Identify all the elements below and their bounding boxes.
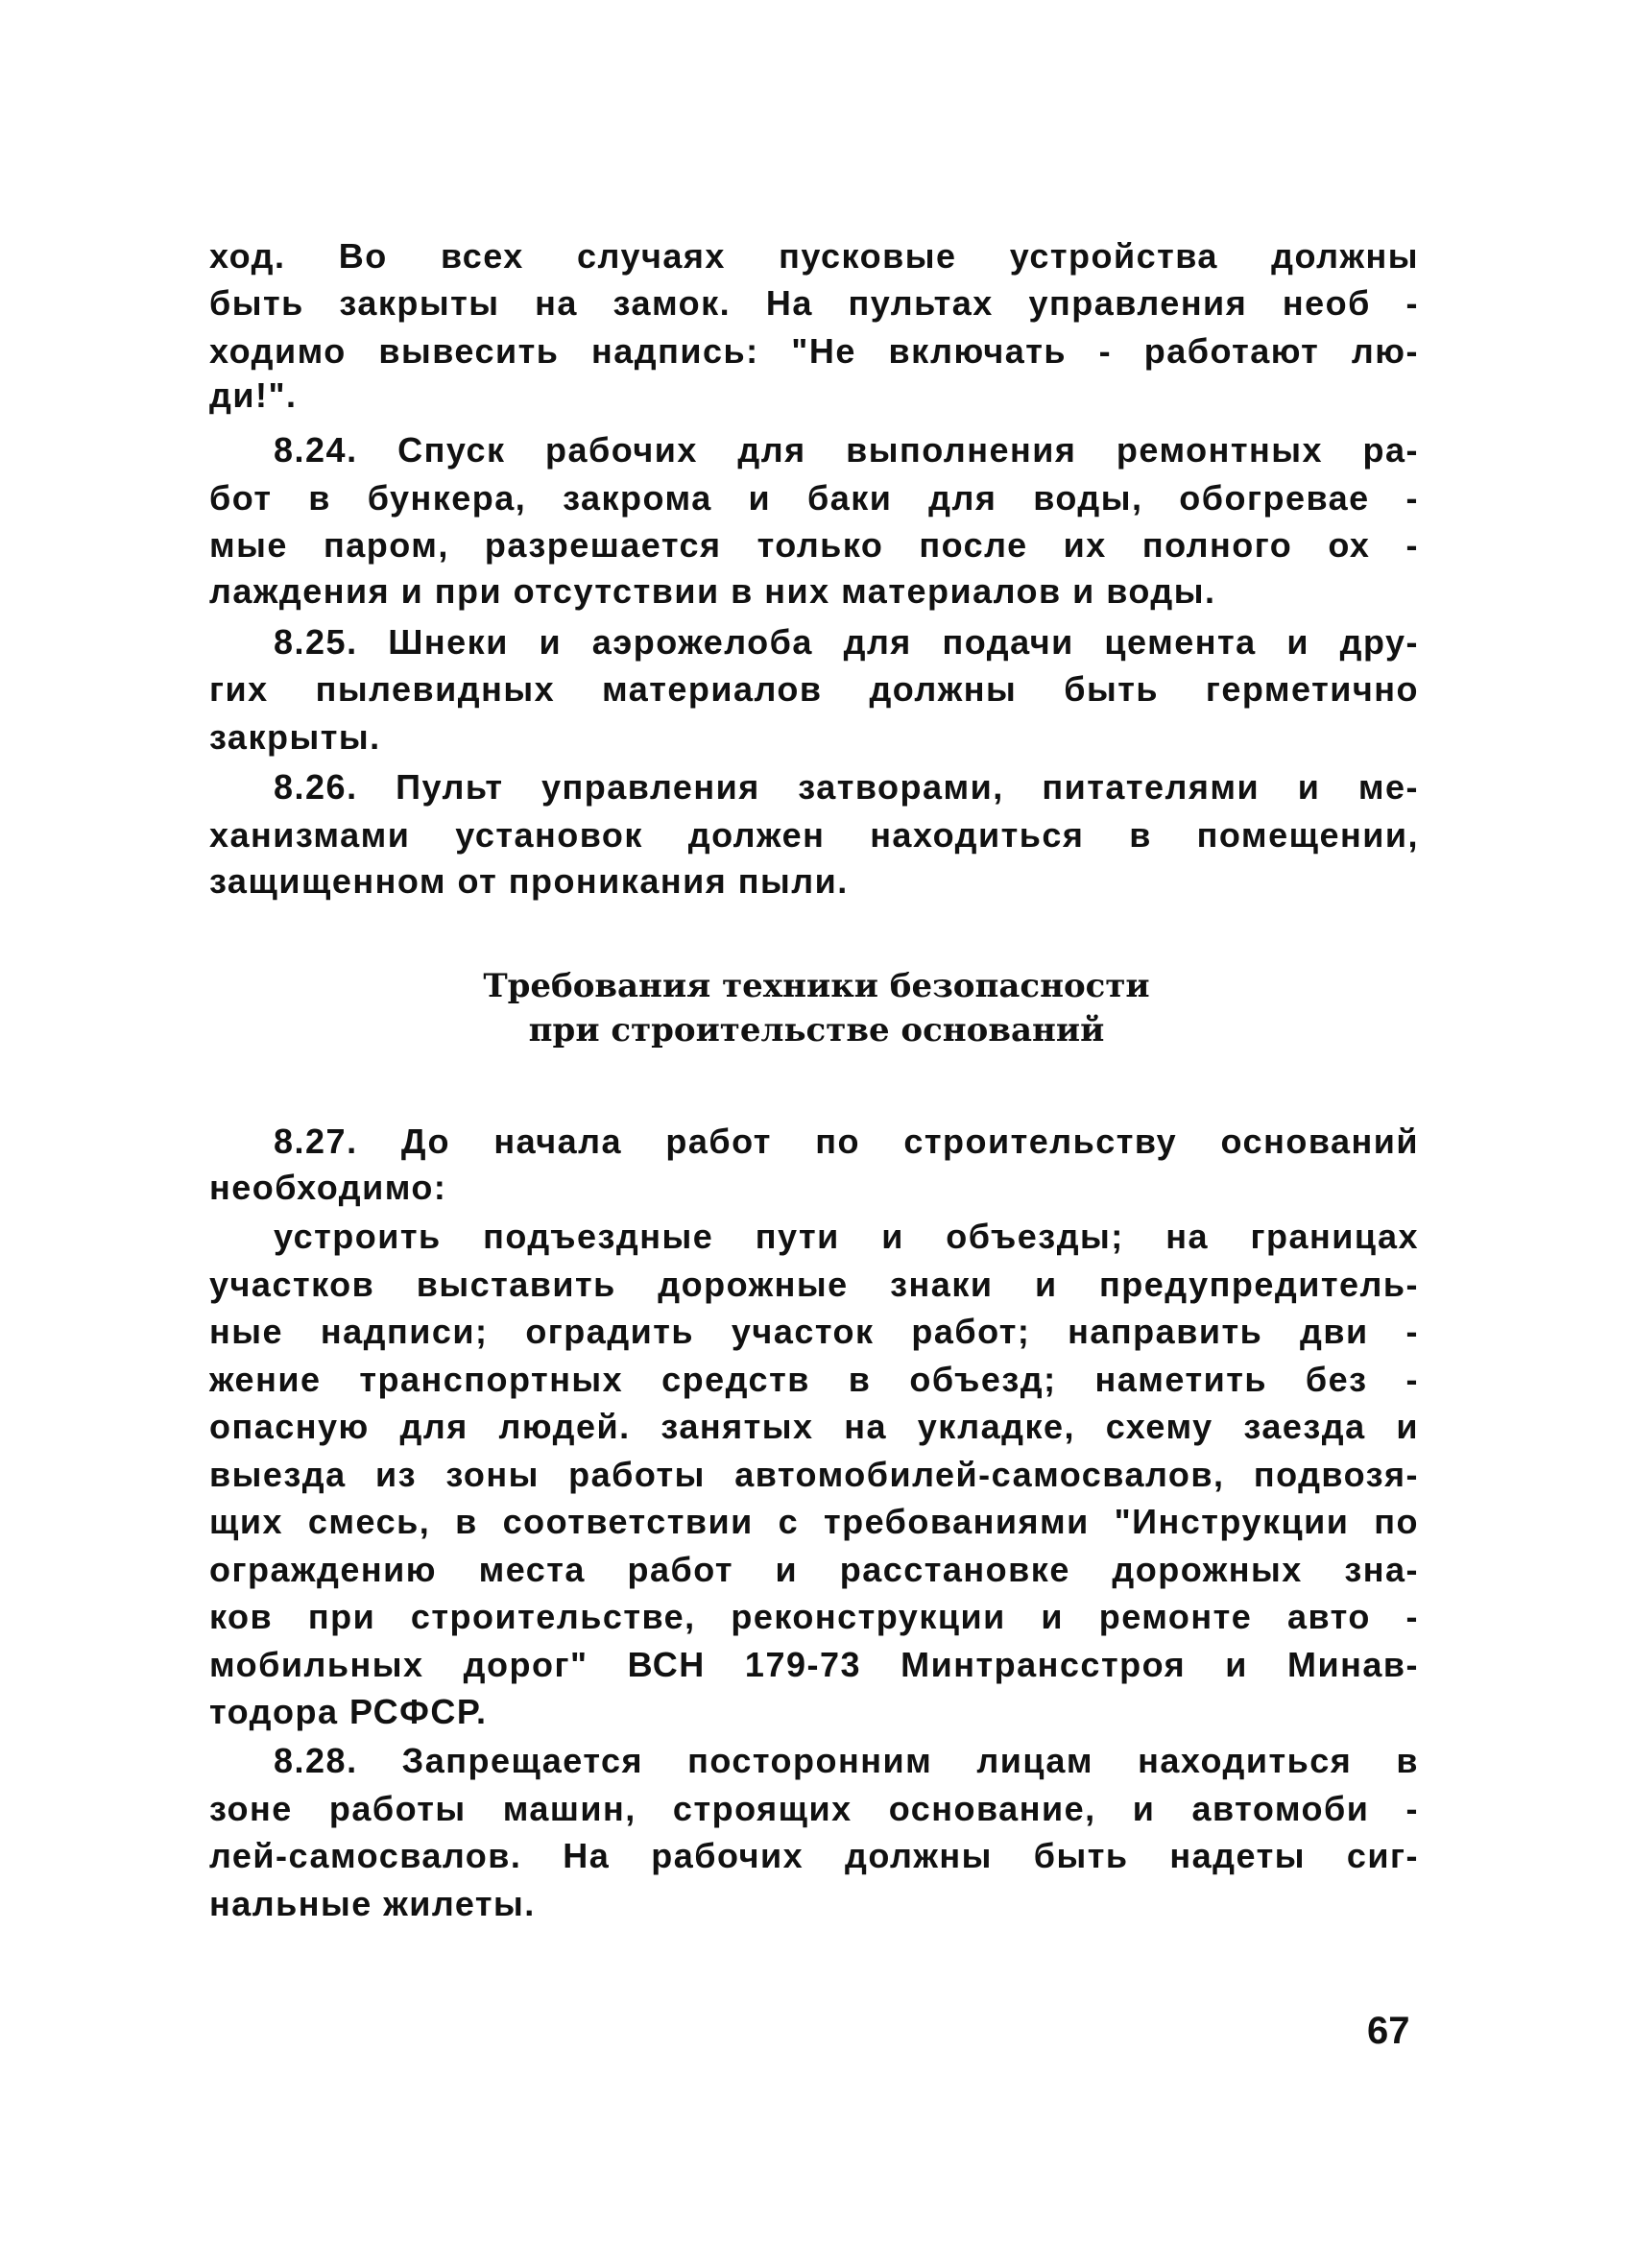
section-heading-line-1: Требования техники безопасности (483, 967, 1150, 1005)
paragraph-8-26-line: защищенном от проникания пыли. (209, 861, 849, 901)
paragraph-8-27-list-line: жение транспортных средств в объезд; наметить без - (209, 1360, 1419, 1399)
paragraph-8-27-list-line: опасную для людей. занятых на укладке, схему заезда и (209, 1407, 1419, 1446)
section-heading-line-2: при строительстве оснований (528, 1011, 1105, 1050)
paragraph-8-24-line: 8.24. Спуск рабочих для выполнения ремонтных ра- (274, 430, 1419, 470)
paragraph-8-23-end-line: быть закрыты на замок. На пультах управления необ - (209, 283, 1419, 323)
paragraph-8-25-line: закрыты. (209, 717, 381, 757)
paragraph-8-27-list-line: ные надписи; оградить участок работ; направить дви - (209, 1312, 1419, 1351)
paragraph-8-27-list-line: устроить подъездные пути и объезды; на границах (274, 1217, 1419, 1256)
paragraph-8-28-line: 8.28. Запрещается посторонним лицам находиться в (274, 1741, 1419, 1780)
paragraph-8-27-list-line: мобильных дорог" ВСН 179-73 Минтрансстроя и Минав- (209, 1645, 1419, 1684)
paragraph-8-23-end-line: ходимо вывесить надпись: "Не включать - работают лю- (209, 331, 1419, 371)
paragraph-8-25-line: гих пылевидных материалов должны быть герметично (209, 669, 1419, 709)
paragraph-8-28-line: лей-самосвалов. На рабочих должны быть надеты сиг- (209, 1836, 1419, 1875)
paragraph-8-24-line: мые паром, разрешается только после их полного ох - (209, 525, 1419, 565)
page-number: 67 (1367, 2010, 1410, 2052)
paragraph-8-24-line: лаждения и при отсутствии в них материалов и воды. (209, 571, 1216, 611)
paragraph-8-28-line: нальные жилеты. (209, 1884, 536, 1923)
paragraph-8-27-list-line: тодора РСФСР. (209, 1692, 488, 1731)
paragraph-8-23-end-line: ход. Во всех случаях пусковые устройства должны (209, 236, 1419, 276)
paragraph-8-27-list-line: щих смесь, в соответствии с требованиями "Инструкции по (209, 1502, 1419, 1541)
paragraph-8-26-line: 8.26. Пульт управления затворами, питателями и ме- (274, 767, 1419, 807)
paragraph-8-28-line: зоне работы машин, строящих основание, и автомоби - (209, 1789, 1419, 1828)
paragraph-8-25-line: 8.25. Шнеки и аэрожелоба для подачи цемента и дру- (274, 622, 1419, 662)
paragraph-8-27-list-line: ограждению места работ и расстановке дорожных зна- (209, 1550, 1419, 1589)
paragraph-8-27-list-line: ков при строительстве, реконструкции и ремонте авто - (209, 1597, 1419, 1636)
paragraph-8-26-line: ханизмами установок должен находиться в помещении, (209, 815, 1419, 855)
paragraph-8-24-line: бот в бункера, закрома и баки для воды, обогревае - (209, 478, 1419, 518)
paragraph-8-27-line: необходимо: (209, 1168, 447, 1207)
paragraph-8-27-list-line: участков выставить дорожные знаки и предупредитель- (209, 1265, 1419, 1304)
paragraph-8-23-end-line: ди!". (209, 375, 298, 415)
paragraph-8-27-list-line: выезда из зоны работы автомобилей-самосвалов, подвозя- (209, 1455, 1419, 1494)
paragraph-8-27-line: 8.27. До начала работ по строительству оснований (274, 1122, 1419, 1161)
